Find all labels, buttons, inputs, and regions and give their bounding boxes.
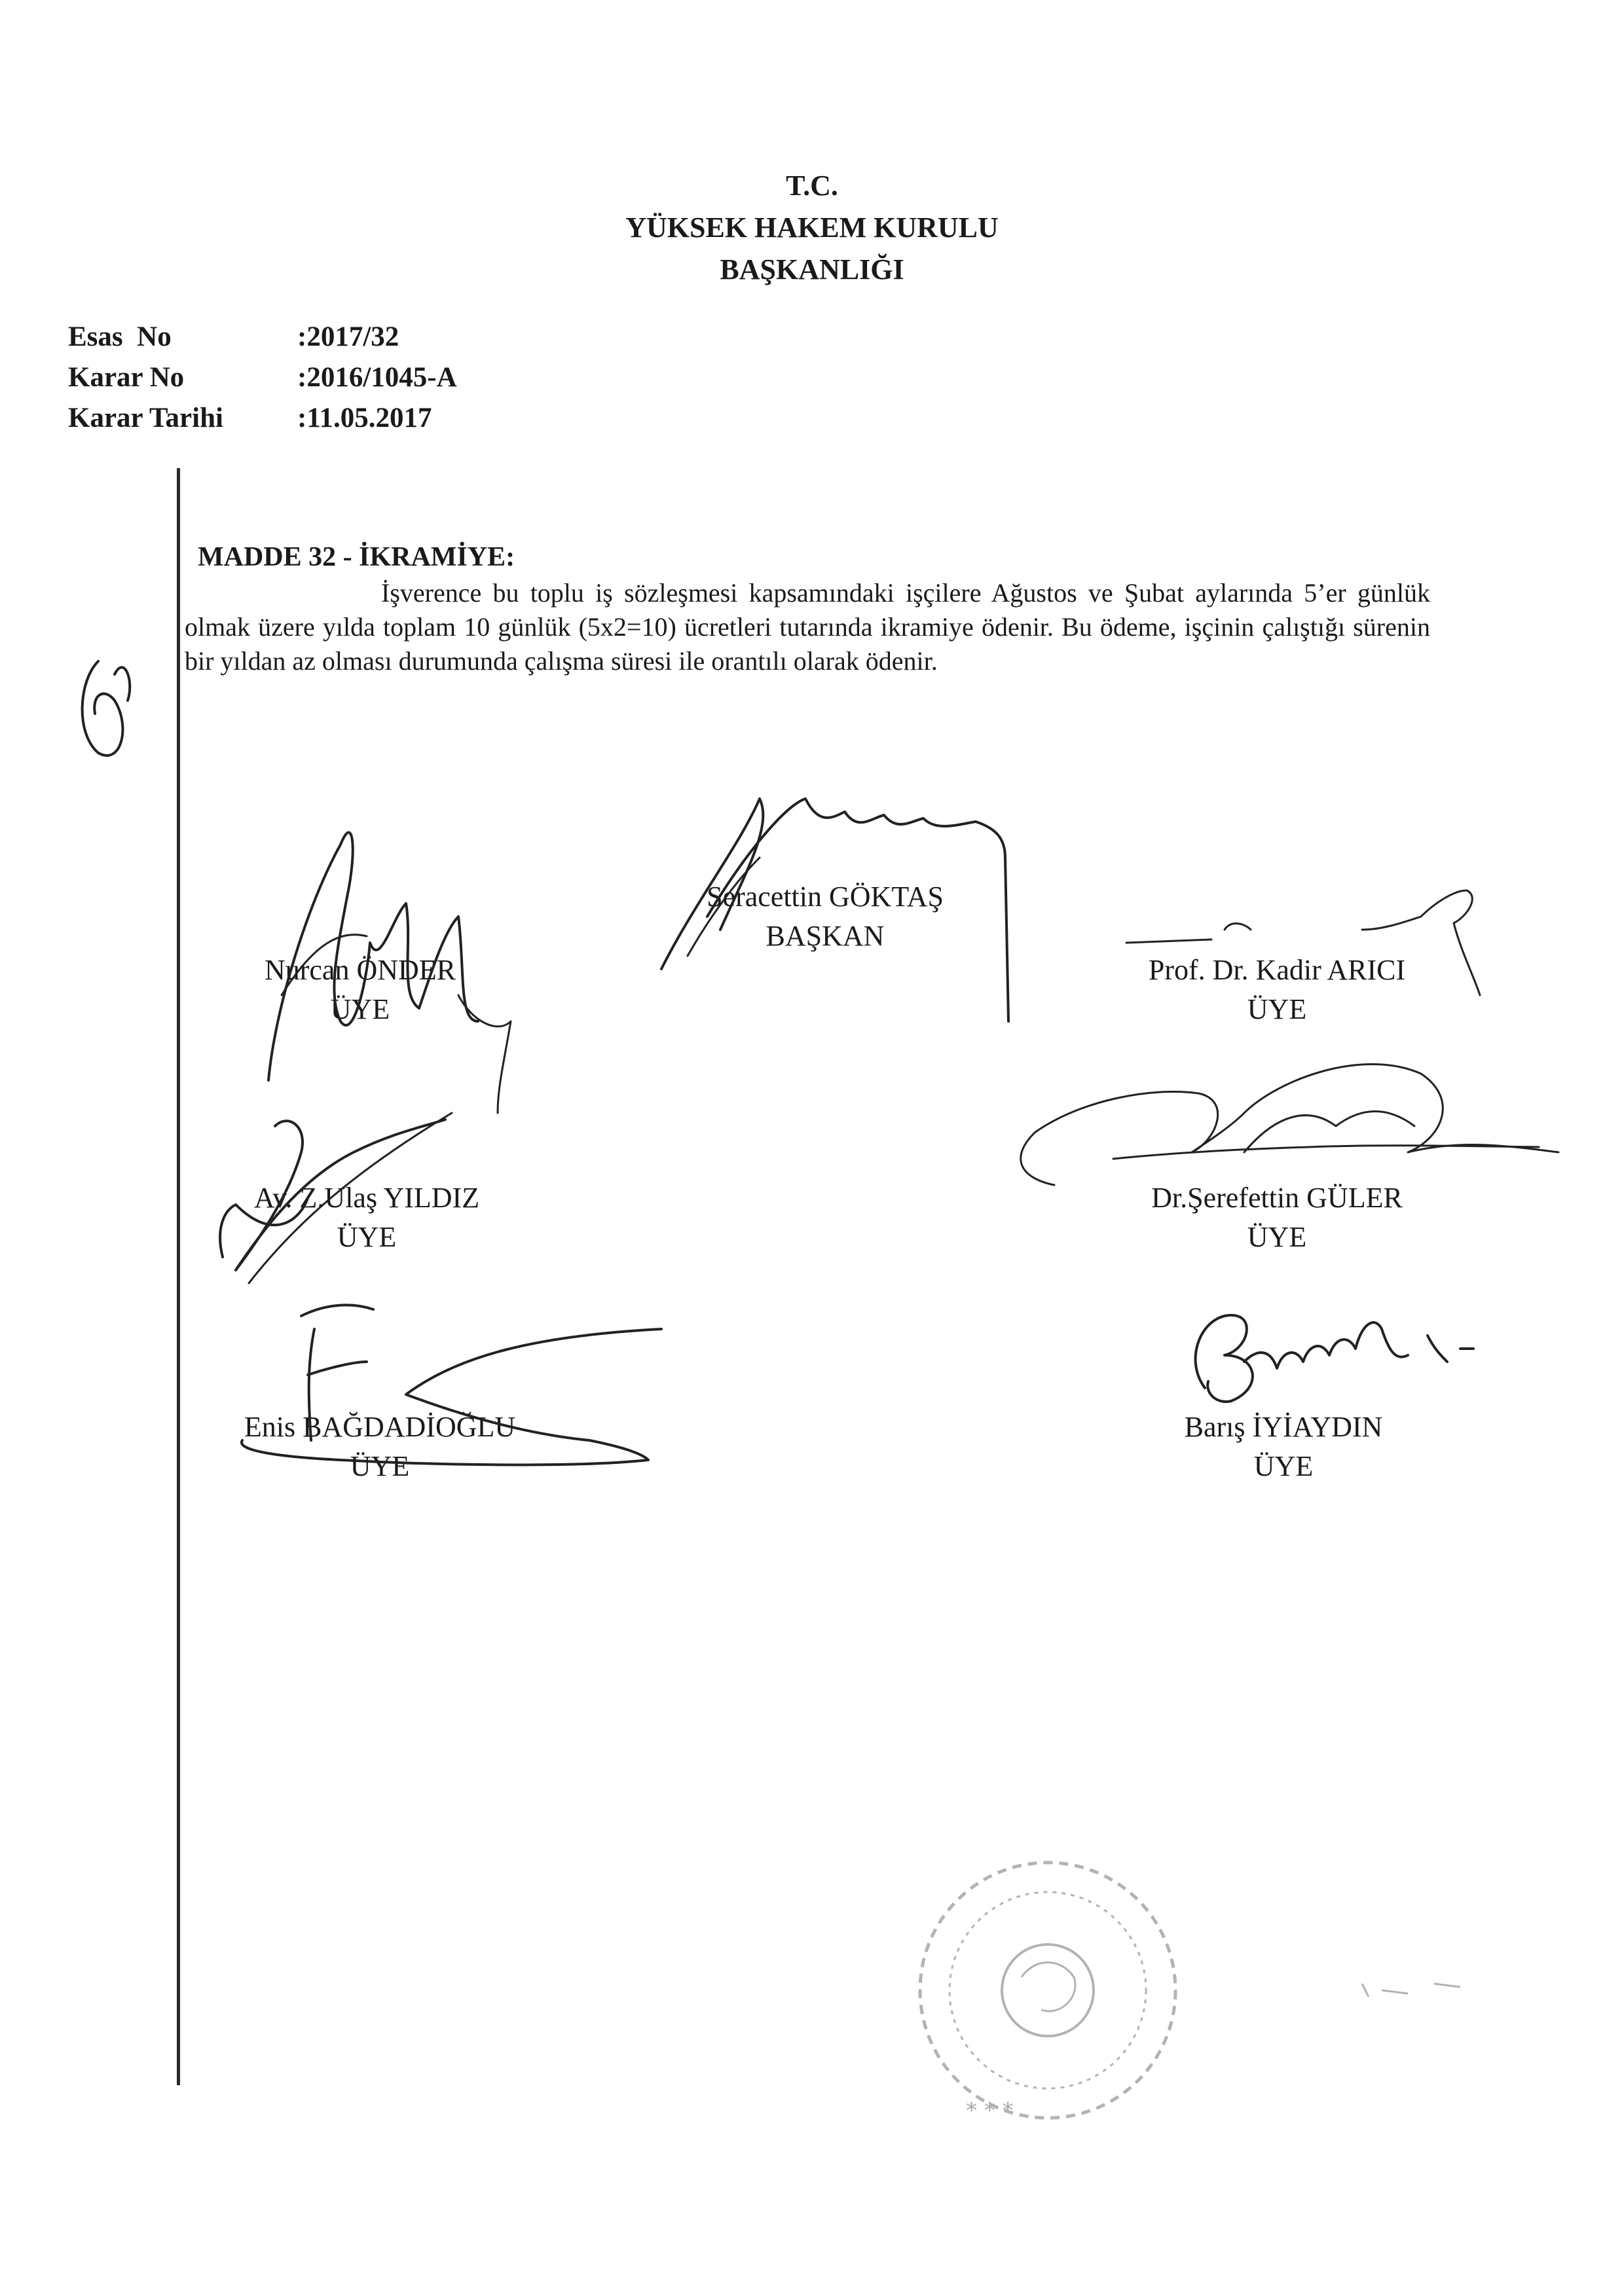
signer-name: Enis BAĞDADİOĞLU (244, 1411, 516, 1443)
signer-guler (1107, 1178, 1447, 1257)
karar-label: Karar No (68, 362, 185, 393)
article-block (185, 538, 1430, 678)
signer-name: Prof. Dr. Kadir ARICI (1148, 954, 1406, 986)
signer-role: ÜYE (330, 993, 390, 1025)
header-institution: YÜKSEK HAKEM KURULU (625, 211, 999, 244)
signer-baskan (694, 877, 956, 956)
esas-label: Esas No (68, 321, 172, 352)
tarih-value: :11.05.2017 (297, 403, 432, 433)
signer-role: ÜYE (337, 1221, 397, 1253)
esas-row (68, 317, 457, 357)
signer-name: Nurcan ÖNDER (264, 954, 456, 986)
signer-role: ÜYE (1247, 993, 1307, 1025)
signature-iyiaydin-icon (1196, 1315, 1473, 1402)
article-title: MADDE 32 - İKRAMİYE: (198, 542, 515, 572)
tarih-row (68, 398, 457, 439)
header-tc: T.C. (786, 170, 838, 202)
document-header (0, 165, 1624, 291)
karar-value: :2016/1045-A (297, 362, 457, 393)
header-presidency: BAŞKANLIĞI (720, 253, 904, 285)
margin-initial-icon (83, 661, 130, 756)
signature-guler-icon (1021, 1064, 1559, 1185)
signer-role: BAŞKAN (766, 920, 885, 952)
signer-name: Dr.Şerefettin GÜLER (1151, 1182, 1403, 1214)
signer-yildiz (216, 1178, 517, 1257)
signer-name: Barış İYİAYDIN (1184, 1411, 1383, 1443)
signer-arici (1107, 951, 1447, 1029)
case-info (68, 317, 457, 439)
karar-row (68, 357, 457, 398)
signer-name: Av. Z.Ulaş YILDIZ (253, 1182, 480, 1214)
signer-role: ÜYE (1253, 1450, 1314, 1482)
signer-onder (223, 951, 498, 1029)
signer-role: ÜYE (350, 1450, 410, 1482)
official-seal-icon (920, 1863, 1460, 2124)
margin-rule (177, 468, 180, 2085)
tarih-label: Karar Tarihi (68, 403, 223, 433)
svg-text:* * *: * * * (966, 2098, 1014, 2124)
article-body: İşverence bu toplu iş sözleşmesi kapsamındaki işçilere Ağustos ve Şubat aylarında 5’er günlük olmak üzere yılda toplam 10 günlük (5x2=10) ücretleri tutarında ikramiye ödenir. Bu ödeme, işçinin çalıştığı sürenin bir yıldan az olması durumunda çalışma süresi ile orantılı olarak ödenir. (185, 578, 1430, 676)
signer-bagdadioglu (210, 1408, 550, 1486)
signer-iyiaydin (1126, 1408, 1441, 1486)
signer-name: Seracettin GÖKTAŞ (707, 881, 944, 913)
esas-value: :2017/32 (297, 321, 399, 352)
signer-role: ÜYE (1247, 1221, 1307, 1253)
